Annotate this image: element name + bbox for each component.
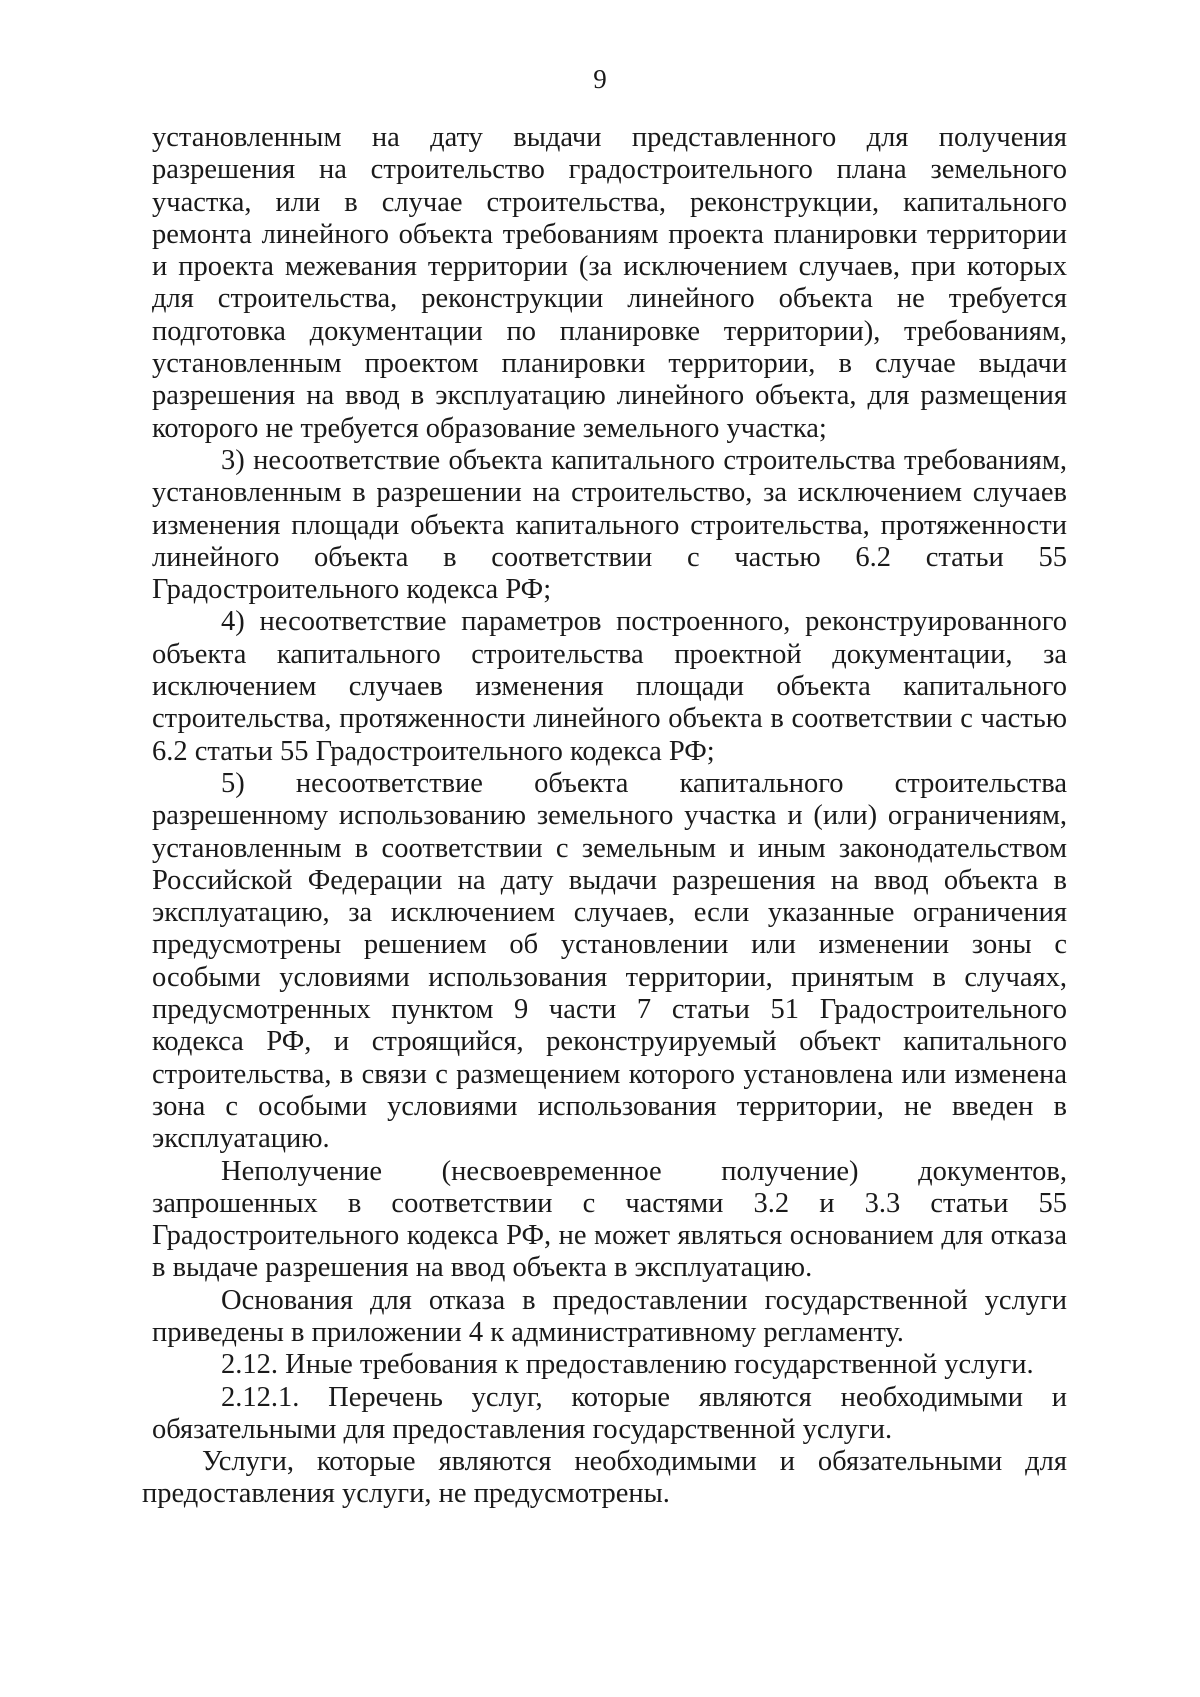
section-heading-2-12-1: 2.12.1. Перечень услуг, которые являются необходимыми и обязательными для предоставления государственной услуги. — [152, 1381, 1067, 1445]
paragraph-services-not-provided: Услуги, которые являются необходимыми и обязательными для предоставления услуги, не предусмотрены. — [142, 1446, 1067, 1510]
paragraph-item-4: 4) несоответствие параметров построенного, реконструированного объекта капитального строительства проектной документации, за исключением случаев изменения площади объекта капитального строительства, протяженности линейного объекта в соответствии с частью 6.2 статьи 55 Градостроительного кодекса РФ; — [152, 606, 1067, 767]
section-heading-2-12: 2.12. Иные требования к предоставлению государственной услуги. — [221, 1349, 1034, 1381]
paragraph-continuation: установленным на дату выдачи представленного для получения разрешения на строительство градостроительного плана земельного участка, или в случае строительства, реконструкции, капитального ремонта линейного объекта требованиям проекта планировки территории и проекта межевания территории (за исключением случаев, при которых для строительства, реконструкции линейного объекта не требуется подготовка документации по планировке территории), требованиям, установленным проектом планировки территории, в случае выдачи разрешения на ввод в эксплуатацию линейного объекта, для размещения которого не требуется образование земельного участка; — [152, 122, 1067, 444]
paragraph-non-receipt: Неполучение (несвоевременное получение) документов, запрошенных в соответствии с частями 3.2 и 3.3 статьи 55 Градостроительного кодекса РФ, не может являться основанием для отказа в выдаче разрешения на ввод объекта в эксплуатацию. — [152, 1155, 1067, 1284]
paragraph-refusal-grounds: Основания для отказа в предоставлении государственной услуги приведены в приложении 4 к административному регламенту. — [152, 1284, 1067, 1348]
paragraph-item-5: 5) несоответствие объекта капитального строительства разрешенному использованию земельного участка и (или) ограничениям, установленным в соответствии с земельным и иным законодательством Российской Федерации на дату выдачи разрешения на ввод объекта в эксплуатацию, за исключением случаев, если указанные ограничения предусмотрены решением об установлении или изменении зоны с особыми условиями использования территории, принятым в случаях, предусмотренных пунктом 9 части 7 статьи 51 Градостроительного кодекса РФ, и строящийся, реконструируемый объект капитального строительства, в связи с размещением которого установлена или изменена зона с особыми условиями использования территории, не введен в эксплуатацию. — [152, 767, 1067, 1155]
page-number: 9 — [593, 64, 607, 94]
document-body — [142, 122, 1067, 1511]
paragraph-item-3: 3) несоответствие объекта капитального строительства требованиям, установленным в разрешении на строительство, за исключением случаев изменения площади объекта капитального строительства, протяженности линейного объекта в соответствии с частью 6.2 статьи 55 Градостроительного кодекса РФ; — [152, 444, 1067, 606]
